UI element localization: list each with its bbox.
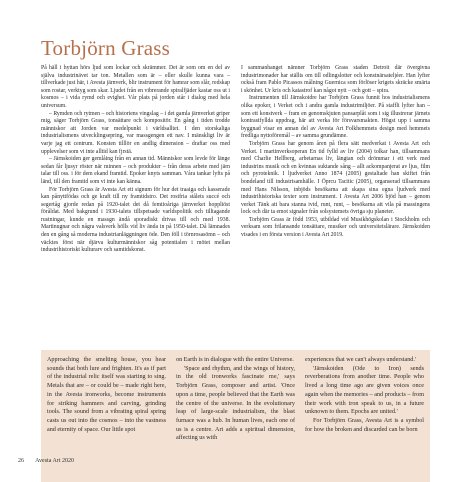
english-column-2 — [176, 356, 295, 443]
swedish-column-1 — [41, 65, 230, 255]
paragraph: Approaching the smelting house, you hear sounds that both lure and frighten. It's as if part of the industrial relic itself was starting to sing. Metals that are – or could be – made right here, in the Avesta ironworks, become instruments for striking hammers and carving, grinding tools. The sound from a vibrating spiral spring casts us out into the cosmos – into the vastness and eternity of space. Our little spot — [47, 357, 166, 433]
publication-name: Avesta Art 2020 — [35, 458, 75, 464]
swedish-column-2 — [241, 65, 430, 255]
paragraph: Instrumenten till Järnskoidre har Torbjörn Grass funnit hos industrialismens olika epoker, i Verket och i andra gamla industrimiljöer. På staffli lyfter han – som ett konstverk – fram en genomskjuten pansarplåt som i sig illustrerar järnets kontrastfyllda uppdrag, här att verka för försvarsmakten. Högst upp i samma byggnad visar en annan del av Avesta Art Folkhemmets design med hemmets fredliga nyttoföremål – av samma grundämne. — [241, 95, 430, 140]
paragraph: on Earth is in dialogue with the entire Universe. — [176, 357, 294, 363]
swedish-text-columns — [41, 65, 430, 255]
english-column-1 — [47, 356, 166, 443]
paragraph: – Rymden och rytmen – och historiens vingslag – i det gamla järnverket griper mig, säger Torbjörn Grass, tonsättare och kompositör. En gång i tiden trodde människor att Jorden var medelpunkt i världsalltet. I den storskaliga industrialismens utvecklingsepring, var massgengen ett nav. I mänskligt liv är varje jag ett centrum. Konsten tilllör en andlig dimension – draftar oss med upplevelser som vi inte alltid kan fjrstä. — [41, 110, 231, 155]
paragraph: Torbjörn Grass är född 1953, utbildad vid Musikhögskolan i Stockholm och verksam som frilansande tonsättare, musiker och universitetslärare. Järnskoiden visades i en första version i Avesta Art 2019. — [241, 216, 430, 239]
paragraph: Torbjörn Grass har genom åren på flera sätt medverkat i Avesta Art och Verket. I martinverksoperan En tid fylld av liv (2004) tolkar han, tillsammans med Charlie Hellberg, arbetarnas liv, längtan och drömmar i ett verk med industrins musik och en kvinnas suktande sång – allt ackompanjerat av ljus, film och pyroteknik. I ljudverket Anno 1874 (2005) gestaltade han skiftet från bondeland till industrisamhälle. I Öprcu Tacitic (2005), organserad tillsammans med Hans Nilsson, inbjöds besökarna att skapa sina egna ljudverk med industrihistoriska texter som instrument. I Avesta Art 2006 bjöd han – genom verket Tänk att bara stanna ivid, runt, runt, – besökarna att vila på massingens lock och där ta emot signaler från solsystemets övriga sju planeter. — [241, 140, 430, 216]
english-translation-box — [41, 350, 430, 482]
page-footer — [18, 458, 84, 464]
paragraph: I sammanhanget nämner Torbjörn Grass staden Detroit där övergivna industrimonader har ställts om till odlingslotter och konstnärsateljéer. Han lyfter också fram Pablo Picassos målning Guernica som förlöser krigets skräcke smärta i skönhet. Ur kris och katastrof kan något nytt – och gott – spira. — [241, 65, 430, 94]
paragraph: experiences that we can't always understand.' — [305, 357, 416, 363]
paragraph: 'Järnskoiden (Ode to Iron) sends reverberations from another time. People who lived a long time ago are given voices once again when the memories – and products – from their work with iron speak to us, in a future unknown to them. Epochs are united.' — [305, 365, 424, 416]
paragraph: För Torbjörn Grass är Avesta Art ett signum för hur det traaiga och kasserade kan pånyttfödas och ge kraft till ny framtidstro. Det rostfria stålets succé och segertåg gjorde redan på 1920-talet det då femtioåriga järnverket hoppliöst föråldat. Med bakgrund i 1930-talets tillspetsade varldspolitik och tilltagande rustningar, kunde en massgn ändå sporadiskt drivas till och med 1938. Martinugnar och några valsverk hölls vid liv ända in på 1950-talet. Då lämnades den en gång så moderna industrianläggningen öde. Den föll i törnrosasömn – och väcktes först när djärva kulturmänniskor såg potentialen i mötet mellan industrihistoriskt kulturarv och samtidskonst. — [41, 186, 230, 254]
english-column-3 — [305, 356, 424, 443]
article-title: Torbjörn Grass — [41, 36, 171, 60]
paragraph: – Järnskoiden ger gemlåing från en annan tid. Människor som levde för länge sedan får ljusyr röster när minnen – och produkter – från deras arbete med järn talar till oss. i för dem ekand framtid. Epoker knyts samman. Våra tankar lyfts på länd, till den framtid som vi inte kan känna. — [41, 156, 230, 185]
paragraph: På häll i hyttan hörs ljud som lockar och skrämmer. Det är som om en del av själva industrinävet tar ton. Metallen som är – eller skulle kunna vara – tillverkade just här, i Avesta järnverk, blir instrument för hamrar som slår, redskap som rostar, verktyg som skar. Ljudet från en vibrerande spiralfjäder kastar oss ut i kosmos – i vida rymd och evighet. Vår plats på jorden står i dialog med hela universum. — [41, 65, 230, 109]
page-number: 26 — [18, 458, 24, 464]
paragraph: For Torbjörn Grass, Avesta Art is a symbol for how the broken and discarded can be born — [305, 417, 424, 433]
paragraph: 'Space and rhythm, and the wings of history, in the old ironworks fascinate me,' says Torbjörn Grass, composer and artist. 'Once upon a time, people believed that the Earth was the centre of the universe. In the evolutionary leap of large-scale industrialism, the blast furnace was a hub. In human lives, each one of us is a centre. Art adds a spiritual dimension, affecting us with — [176, 365, 295, 442]
english-text-columns — [47, 356, 424, 443]
